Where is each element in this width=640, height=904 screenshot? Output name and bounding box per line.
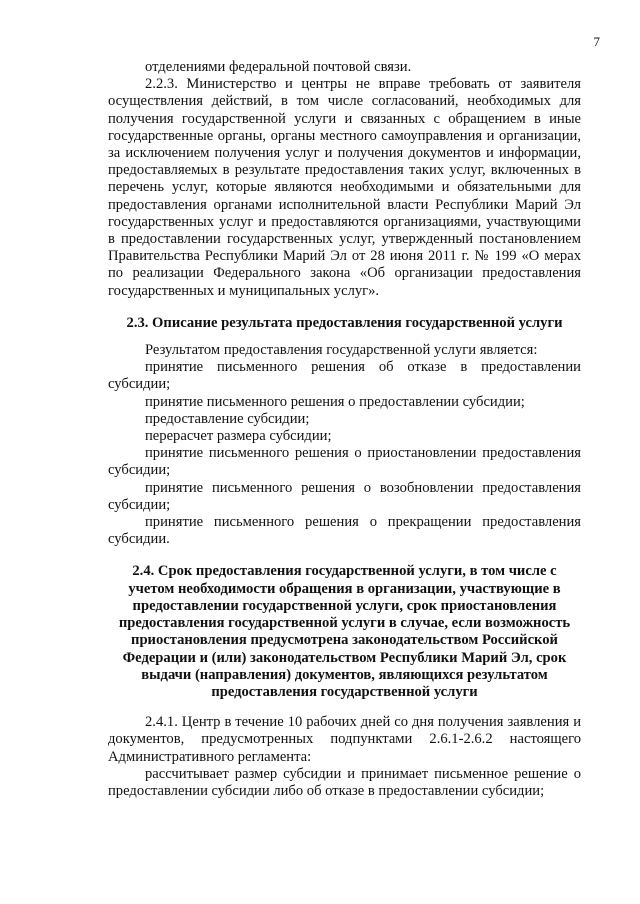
list-item-result: предоставление субсидии; [145, 410, 310, 427]
paragraph-2-4-1-item: рассчитывает размер субсидии и принимает письменное решение о предоставлении субсидии либо об отказе в предоставлении субсидии; [108, 765, 581, 799]
paragraph-result-intro: Результатом предоставления государственной услуги является: [145, 342, 538, 359]
list-item-result: принятие письменного решения о прекращении предоставления субсидии. [108, 514, 581, 548]
paragraph-2-2-3: 2.2.3. Министерство и центры не вправе требовать от заявителя осуществления действий, в том числе согласований, необходимых для получения государственной услуги и связанных с обращением в иные государственные органы, органы местного самоуправления и организации, за исключением получения услуг и получения документов и информации, предоставляемых в результате предоставления таких услуг, включенных в перечень услуг, которые являются необходимыми и обязательными для предоставления органами исполнительной власти Республики Марий Эл государственных услуг и предоставляются организациями, участвующими в предоставлении государственных услуг, утвержденный постановлением Правительства Республики Марий Эл от 28 июня 2011 г. № 199 «О мерах по реализации Федерального закона «Об организации предоставления государственных и муниципальных услуг». [108, 76, 581, 299]
list-item-result: принятие письменного решения о приостановлении предоставления субсидии; [108, 445, 581, 479]
heading-2-3: 2.3. Описание результата предоставления государственной услуги [126, 314, 563, 331]
list-item-result: принятие письменного решения об отказе в предоставлении субсидии; [108, 359, 581, 393]
list-item-result: принятие письменного решения о возобновлении предоставления субсидии; [108, 479, 581, 513]
page-number: 7 [593, 34, 600, 49]
list-item-result: принятие письменного решения о предоставлении субсидии; [145, 393, 525, 410]
document-body [108, 59, 581, 800]
list-item-result: перерасчет размера субсидии; [145, 428, 332, 445]
paragraph-lead-in: отделениями федеральной почтовой связи. [145, 59, 412, 75]
paragraph-2-4-1: 2.4.1. Центр в течение 10 рабочих дней со дня получения заявления и документов, предусмотренных подпунктами 2.6.1-2.6.2 настоящего Административного регламента: [108, 714, 581, 765]
heading-2-4: 2.4. Срок предоставления государственной услуги, в том числе с учетом необходимости обращения в организации, участвующие в предоставлении государственной услуги, срок приостановления предоставления государственной услуги в случае, если возможность приостановления предусмотрена законодательством Российской Федерации и (или) законодательством Республики Марий Эл, срок выдачи (направления) документов, являющихся результатом предоставления государственной услуги [118, 563, 571, 700]
